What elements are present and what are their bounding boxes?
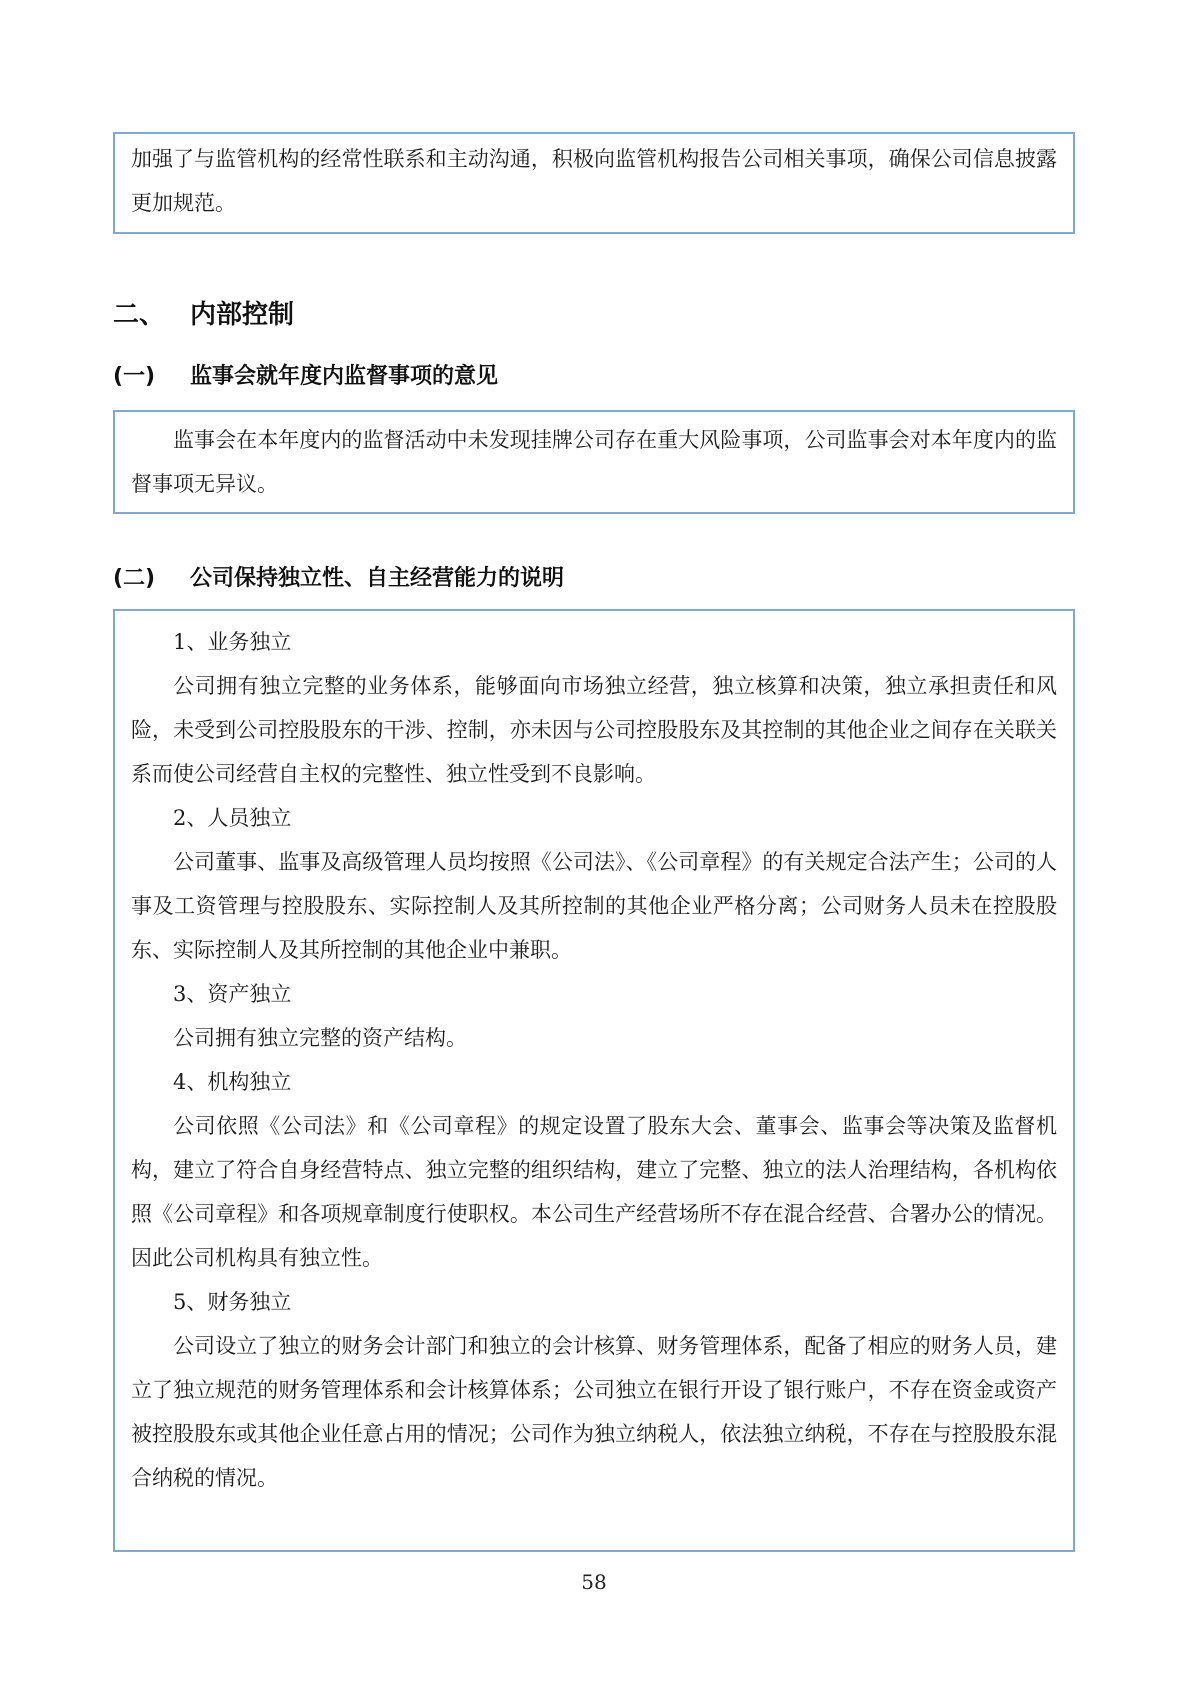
paragraph: 1、业务独立 bbox=[173, 630, 292, 654]
paragraph: 公司设立了独立的财务会计部门和独立的会计核算、财务管理体系，配备了相应的财务人员，建立了独立规范的财务管理体系和会计核算体系；公司独立在银行开设了银行账户，不存在资金或资产被控股股东或其他企业任意占用的情况；公司作为独立纳税人，依法独立纳税，不存在与控股股东混合纳税的情况。 bbox=[131, 1334, 1057, 1490]
supervision-opinion-paragraph: 监事会在本年度内的监督活动中未发现挂牌公司存在重大风险事项，公司监事会对本年度内的监督事项无异议。 bbox=[131, 428, 1057, 496]
paragraph: 公司董事、监事及高级管理人员均按照《公司法》、《公司章程》的有关规定合法产生；公司的人事及工资管理与控股股东、实际控制人及其所控制的其他企业严格分离；公司财务人员未在控股股东、实际控制人及其所控制的其他企业中兼职。 bbox=[131, 850, 1057, 962]
paragraph: 5、财务独立 bbox=[173, 1290, 292, 1314]
subsection-heading-independence bbox=[113, 564, 1075, 594]
subsection1-number: (一) bbox=[113, 364, 156, 389]
subsection1-title: 监事会就年度内监督事项的意见 bbox=[190, 364, 499, 389]
paragraph: 公司依照《公司法》和《公司章程》的规定设置了股东大会、董事会、监事会等决策及监督机构，建立了符合自身经营特点、独立完整的组织结构，建立了完整、独立的法人治理结构，各机构依照《公司章程》和各项规章制度行使职权。本公司生产经营场所不存在混合经营、合署办公的情况。因此公司机构具有独立性。 bbox=[131, 1114, 1057, 1270]
section-number: 二、 bbox=[113, 300, 166, 330]
carryover-paragraph: 加强了与监管机构的经常性联系和主动沟通，积极向监管机构报告公司相关事项，确保公司信息披露更加规范。 bbox=[131, 147, 1057, 215]
paragraph: 公司拥有独立完整的资产结构。 bbox=[173, 1026, 467, 1050]
paragraph: 4、机构独立 bbox=[173, 1070, 292, 1094]
section-heading-internal-control bbox=[113, 298, 1075, 332]
paragraph: 2、人员独立 bbox=[173, 806, 292, 830]
subsection-heading-supervision-opinion bbox=[113, 362, 1075, 392]
page-number: 58 bbox=[581, 1570, 607, 1594]
subsection2-title: 公司保持独立性、自主经营能力的说明 bbox=[190, 566, 565, 591]
independence-statement-box bbox=[113, 609, 1075, 1552]
section-title: 内部控制 bbox=[190, 300, 295, 330]
paragraph: 公司拥有独立完整的业务体系，能够面向市场独立经营，独立核算和决策，独立承担责任和风险，未受到公司控股股东的干涉、控制，亦未因与公司控股股东及其控制的其他企业之间存在关联关系而使公司经营自主权的完整性、独立性受到不良影响。 bbox=[131, 674, 1057, 786]
carryover-text-box bbox=[113, 132, 1075, 234]
subsection2-number: (二) bbox=[113, 566, 156, 591]
paragraph: 3、资产独立 bbox=[173, 982, 292, 1006]
supervision-opinion-box bbox=[113, 410, 1075, 514]
